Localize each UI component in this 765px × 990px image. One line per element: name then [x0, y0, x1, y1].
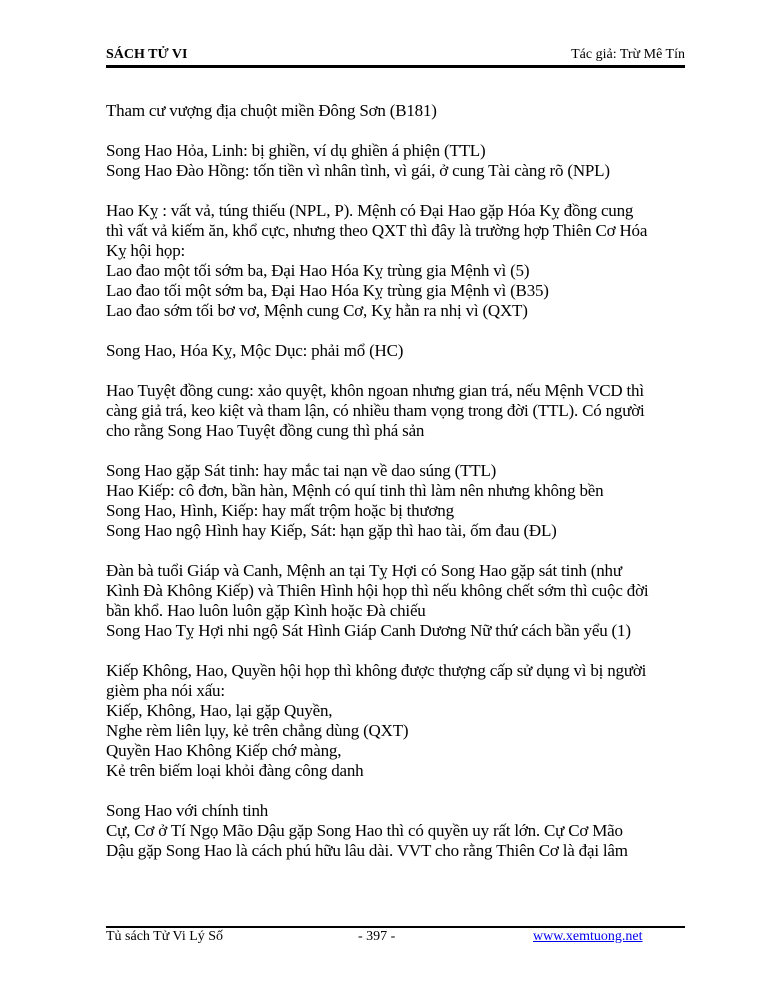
- text-line: Dậu gặp Song Hao là cách phú hữu lâu dài. VVT cho rằng Thiên Cơ là đại lâm: [106, 841, 628, 860]
- text-line: bần khổ. Hao luôn luôn gặp Kình hoặc Đà chiếu: [106, 601, 426, 620]
- header-divider: [106, 65, 685, 68]
- text-line: Song Hao Hỏa, Linh: bị ghiền, ví dụ ghiền á phiện (TTL): [106, 141, 486, 160]
- text-line: Hao Kiếp: cô đơn, bần hàn, Mệnh có quí tinh thì làm nên nhưng không bền: [106, 481, 604, 500]
- text-line: Hao Kỵ : vất vả, túng thiếu (NPL, P). Mệnh có Đại Hao gặp Hóa Kỵ đồng cung: [106, 201, 634, 220]
- text-line: Kiếp, Không, Hao, lại gặp Quyền,: [106, 701, 333, 720]
- page-number: - 397 -: [358, 929, 396, 944]
- book-title: SÁCH TỬ VI: [106, 47, 188, 62]
- series-name: Tủ sách Tử Vi Lý Số: [106, 929, 224, 944]
- footer-divider: [106, 926, 685, 928]
- paragraph: [106, 561, 691, 641]
- text-line: Hao Tuyệt đồng cung: xảo quyệt, khôn ngoan nhưng gian trá, nếu Mệnh VCD thì: [106, 381, 644, 400]
- page-body: [106, 101, 691, 881]
- page-header: [106, 45, 685, 65]
- text-line: Song Hao, Hóa Kỵ, Mộc Dục: phải mổ (HC): [106, 341, 404, 360]
- text-line: Kỵ hội họp:: [106, 241, 186, 260]
- text-line: gièm pha nói xấu:: [106, 681, 225, 700]
- text-line: Song Hao với chính tinh: [106, 801, 269, 820]
- paragraph: [106, 201, 691, 321]
- text-line: Song Hao gặp Sát tinh: hay mắc tai nạn về dao súng (TTL): [106, 461, 497, 480]
- text-line: càng giả trá, keo kiệt và tham lận, có nhiều tham vọng trong đời (TTL). Có người: [106, 401, 645, 420]
- text-line: Đàn bà tuổi Giáp và Canh, Mệnh an tại Tỵ Hợi có Song Hao gặp sát tinh (như: [106, 561, 622, 580]
- text-line: thì vất vả kiếm ăn, khổ cực, nhưng theo QXT thì đây là trường hợp Thiên Cơ Hóa: [106, 221, 648, 240]
- paragraph: [106, 141, 691, 181]
- text-line: Song Hao, Hình, Kiếp: hay mất trộm hoặc bị thương: [106, 501, 454, 520]
- text-line: cho rằng Song Hao Tuyệt đồng cung thì phá sản: [106, 421, 425, 440]
- text-line: Kình Đà Không Kiếp) và Thiên Hình hội họp thì nếu không chết sớm thì cuộc đời: [106, 581, 649, 600]
- page-footer: [106, 929, 685, 947]
- paragraph: [106, 661, 691, 781]
- paragraph: [106, 801, 691, 861]
- paragraph: [106, 101, 691, 121]
- text-line: Nghe rèm liên lụy, kẻ trên chẳng dùng (QXT): [106, 721, 409, 740]
- website-link[interactable]: www.xemtuong.net: [533, 929, 643, 944]
- text-line: Kẻ trên biếm loại khỏi đàng công danh: [106, 761, 364, 780]
- text-line: Tham cư vượng địa chuột miền Đông Sơn (B181): [106, 101, 437, 120]
- text-line: Song Hao ngộ Hình hay Kiếp, Sát: hạn gặp thì hao tài, ốm đau (ĐL): [106, 521, 557, 540]
- paragraph: [106, 381, 691, 441]
- text-line: Song Hao Đào Hồng: tốn tiền vì nhân tình, vì gái, ở cung Tài càng rõ (NPL): [106, 161, 610, 180]
- text-line: Cự, Cơ ở Tí Ngọ Mão Dậu gặp Song Hao thì có quyền uy rất lớn. Cự Cơ Mão: [106, 821, 623, 840]
- text-line: Lao đao một tối sớm ba, Đại Hao Hóa Kỵ trùng gia Mệnh vì (5): [106, 261, 530, 280]
- author: Tác giả: Trừ Mê Tín: [571, 47, 685, 62]
- text-line: Kiếp Không, Hao, Quyền hội họp thì không được thượng cấp sử dụng vì bị người: [106, 661, 647, 680]
- text-line: Lao đao tối một sớm ba, Đại Hao Hóa Kỵ trùng gia Mệnh vì (B35): [106, 281, 549, 300]
- paragraph: [106, 461, 691, 541]
- text-line: Lao đao sớm tối bơ vơ, Mệnh cung Cơ, Kỵ hằn ra nhị vì (QXT): [106, 301, 528, 320]
- text-line: Quyền Hao Không Kiếp chớ màng,: [106, 741, 342, 760]
- text-line: Song Hao Tỵ Hợi nhi ngộ Sát Hình Giáp Canh Dương Nữ thứ cách bần yểu (1): [106, 621, 631, 640]
- paragraph: [106, 341, 691, 361]
